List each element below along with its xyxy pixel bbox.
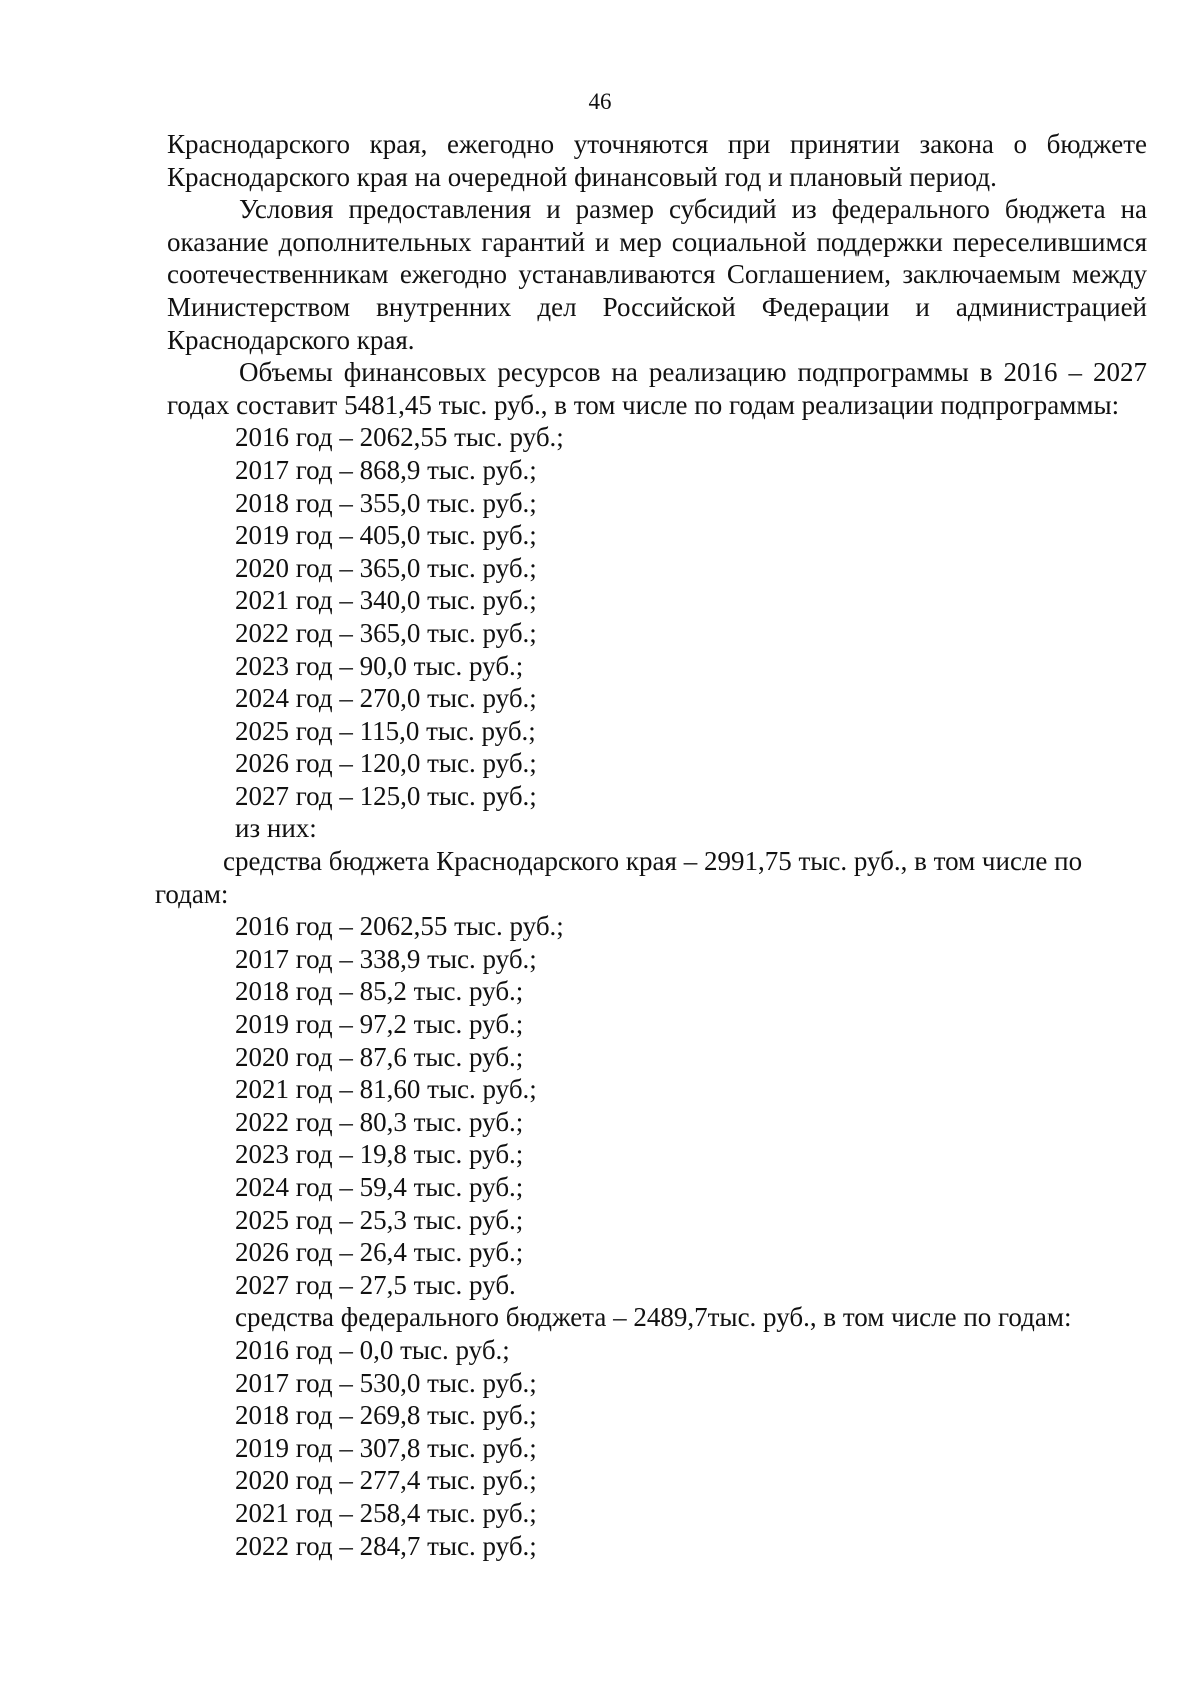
list-item: 2022 год – 365,0 тыс. руб.; <box>235 617 537 648</box>
list-item: 2022 год – 284,7 тыс. руб.; <box>235 1530 537 1561</box>
list-item: 2018 год – 355,0 тыс. руб.; <box>235 487 537 518</box>
of-them-label: из них: <box>235 813 317 844</box>
list-item: 2024 год – 270,0 тыс. руб.; <box>235 683 537 714</box>
list-item: 2020 год – 365,0 тыс. руб.; <box>235 552 537 583</box>
paragraph-subsidy-conditions: Условия предоставления и размер субсидий из федерального бюджета на оказание дополнительных гарантий и мер социальной поддержки переселившимся соотечественникам ежегодно устанавливаются Соглашением, заключаемым между Министерством внутренних дел Российской Федерации и администрацией Краснодарского края. <box>167 194 1147 355</box>
list-item: 2021 год – 340,0 тыс. руб.; <box>235 585 537 616</box>
list-item: 2024 год – 59,4 тыс. руб.; <box>235 1172 524 1202</box>
list-item: 2023 год – 90,0 тыс. руб.; <box>235 650 524 681</box>
list-item: 2019 год – 405,0 тыс. руб.; <box>235 520 537 551</box>
list-item: 2016 год – 0,0 тыс. руб.; <box>235 1334 510 1365</box>
list-item: 2019 год – 97,2 тыс. руб.; <box>235 1009 524 1040</box>
list-item: 2023 год – 19,8 тыс. руб.; <box>235 1139 524 1170</box>
paragraph-financing-volume: Объемы финансовых ресурсов на реализацию подпрограммы в 2016 – 2027 годах составит 5481,45 тыс. руб., в том числе по годам реализации подпрограммы: <box>167 357 1147 420</box>
list-item: 2018 год – 269,8 тыс. руб.; <box>235 1400 537 1431</box>
total-by-year-list <box>167 421 1147 812</box>
federal-by-year-list <box>167 1334 1147 1562</box>
list-item: 2017 год – 868,9 тыс. руб.; <box>235 454 537 485</box>
list-item: 2017 год – 530,0 тыс. руб.; <box>235 1367 537 1398</box>
list-item: 2020 год – 87,6 тыс. руб.; <box>235 1041 524 1072</box>
federal-budget-intro: средства федерального бюджета – 2489,7тыс. руб., в том числе по годам: <box>235 1302 1072 1333</box>
list-item: 2025 год – 25,3 тыс. руб.; <box>235 1204 524 1235</box>
list-item: 2022 год – 80,3 тыс. руб.; <box>235 1106 524 1137</box>
list-item: 2027 год – 27,5 тыс. руб. <box>235 1269 516 1300</box>
list-item: 2026 год – 120,0 тыс. руб.; <box>235 748 537 779</box>
list-item: 2025 год – 115,0 тыс. руб.; <box>235 715 536 746</box>
list-item: 2018 год – 85,2 тыс. руб.; <box>235 976 524 1007</box>
regional-budget-intro: средства бюджета Краснодарского края – 2991,75 тыс. руб., в том числе по годам: <box>155 846 1083 909</box>
document-body <box>155 128 1147 1562</box>
list-item: 2019 год – 307,8 тыс. руб.; <box>235 1432 537 1463</box>
list-item: 2021 год – 81,60 тыс. руб.; <box>235 1074 537 1105</box>
regional-by-year-list <box>167 910 1147 1301</box>
list-item: 2017 год – 338,9 тыс. руб.; <box>235 943 537 974</box>
list-item: 2016 год – 2062,55 тыс. руб.; <box>235 911 564 942</box>
list-item: 2027 год – 125,0 тыс. руб.; <box>235 780 537 811</box>
list-item: 2020 год – 277,4 тыс. руб.; <box>235 1465 537 1496</box>
list-item: 2016 год – 2062,55 тыс. руб.; <box>235 422 564 453</box>
list-item: 2021 год – 258,4 тыс. руб.; <box>235 1497 537 1528</box>
list-item: 2026 год – 26,4 тыс. руб.; <box>235 1237 524 1268</box>
page-number: 46 <box>588 89 612 114</box>
paragraph-budget-law: Краснодарского края, ежегодно уточняются при принятии закона о бюджете Краснодарского края на очередной финансовый год и плановый период. <box>167 129 1147 192</box>
